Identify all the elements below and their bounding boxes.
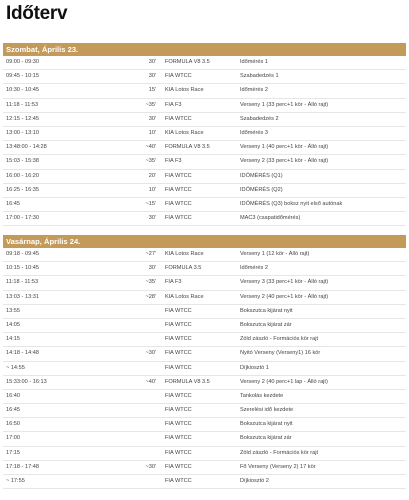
time-cell: 11:18 - 11:53: [6, 101, 39, 108]
duration-cell: 30': [148, 265, 156, 272]
series-cell: FIA F3: [165, 158, 182, 165]
day-section-sunday: [3, 235, 406, 489]
time-cell: 14:18 - 14:48: [6, 350, 39, 357]
time-cell: 11:18 - 11:53: [6, 279, 39, 286]
table-row: [3, 432, 406, 446]
table-row: [3, 248, 406, 262]
series-cell: FIA WTCC: [165, 321, 192, 328]
table-row: [3, 418, 406, 432]
time-cell: 09:00 - 09:30: [6, 59, 39, 65]
time-cell: 10:15 - 10:45: [6, 265, 39, 272]
event-cell: Szerelési idő kezdete: [240, 407, 294, 414]
duration-cell: ~35': [145, 101, 156, 108]
table-row: [3, 184, 406, 198]
table-row: [3, 56, 406, 70]
time-cell: 13:55: [6, 307, 20, 314]
table-row: [3, 390, 406, 404]
series-cell: FIA WTCC: [165, 186, 192, 193]
time-cell: 17:18 - 17:48: [6, 463, 39, 470]
table-row: [3, 347, 406, 361]
time-cell: 14:15: [6, 336, 20, 343]
duration-cell: ~35': [145, 158, 156, 165]
event-cell: Verseny 2 (40 perc+1 kör - Álló rajt): [240, 293, 329, 300]
event-cell: Szabadedzés 2: [240, 115, 279, 122]
day-section-saturday: [3, 43, 406, 226]
time-cell: 12:15 - 12:45: [6, 115, 39, 122]
time-cell: 14:05: [6, 321, 20, 328]
table-row: [3, 305, 406, 319]
event-cell: Verseny 1 (33 perc+1 kör - Álló rajt): [240, 101, 329, 108]
time-cell: 13:03 - 13:31: [6, 293, 39, 300]
table-row: [3, 276, 406, 290]
event-cell: Időmérés 3: [240, 129, 268, 136]
series-cell: FIA WTCC: [165, 200, 192, 207]
series-cell: FORMULA V8 3.5: [165, 378, 210, 385]
event-cell: Fő Verseny (Verseny 2) 17 kör: [240, 463, 316, 470]
series-cell: FIA F3: [165, 279, 182, 286]
series-cell: KIA Lotos Race: [165, 293, 204, 300]
series-cell: FIA WTCC: [165, 421, 192, 428]
series-cell: FIA WTCC: [165, 364, 192, 371]
table-row: [3, 212, 406, 226]
table-row: [3, 170, 406, 184]
time-cell: 17:00 - 17:30: [6, 215, 39, 222]
duration-cell: 10': [148, 186, 156, 193]
series-cell: FIA WTCC: [165, 336, 192, 343]
table-row: [3, 70, 406, 84]
event-cell: Verseny 2 (33 perc+1 kör - Álló rajt): [240, 158, 329, 165]
event-cell: Díjkiosztó 2: [240, 478, 269, 484]
series-cell: FIA F3: [165, 101, 182, 108]
event-cell: IDŐMÉRÉS (Q3) boksz nyit első autónak: [240, 200, 343, 207]
event-cell: Időmérés 2: [240, 87, 268, 94]
duration-cell: 30': [148, 73, 156, 80]
table-row: [3, 84, 406, 98]
table-row: [3, 262, 406, 276]
duration-cell: 20': [148, 172, 156, 179]
time-cell: 16:00 - 16:20: [6, 172, 39, 179]
table-row: [3, 155, 406, 169]
time-cell: 15:03 - 15:38: [6, 158, 39, 165]
series-cell: FORMULA V8 3.5: [165, 59, 210, 65]
table-row: [3, 376, 406, 390]
page-title: Időterv: [6, 3, 68, 24]
duration-cell: 30': [148, 59, 156, 65]
series-cell: FIA WTCC: [165, 172, 192, 179]
event-cell: Időmérés 1: [240, 59, 268, 65]
event-cell: Bokszutca kijárat nyit: [240, 307, 293, 314]
schedule-table: [3, 56, 406, 226]
series-cell: FIA WTCC: [165, 307, 192, 314]
table-row: [3, 475, 406, 489]
event-cell: Verseny 2 (40 perc+1 lap - Álló rajt): [240, 378, 328, 385]
series-cell: KIA Lotos Race: [165, 129, 204, 136]
table-row: [3, 461, 406, 475]
time-cell: 17:15: [6, 449, 20, 456]
duration-cell: ~30': [145, 350, 156, 357]
time-cell: ~ 14:55: [6, 364, 25, 371]
time-cell: 09:18 - 09:45: [6, 251, 39, 257]
series-cell: FIA WTCC: [165, 73, 192, 80]
duration-cell: ~15': [145, 200, 156, 207]
time-cell: 15:33:00 - 16:13: [6, 378, 47, 385]
time-cell: 10:30 - 10:45: [6, 87, 39, 94]
event-cell: Tankolás kezdete: [240, 392, 284, 399]
time-cell: 17:00: [6, 435, 20, 442]
series-cell: FORMULA V8 3.5: [165, 144, 210, 151]
series-cell: FIA WTCC: [165, 115, 192, 122]
time-cell: 16:40: [6, 392, 20, 399]
event-cell: Zöld zászló - Formációs kör rajt: [240, 336, 319, 343]
duration-cell: ~40': [145, 378, 156, 385]
event-cell: Bokszutca kijárat zár: [240, 321, 292, 328]
duration-cell: 10': [148, 129, 156, 136]
time-cell: 13:48:00 - 14:28: [6, 144, 47, 151]
duration-cell: ~35': [145, 279, 156, 286]
series-cell: FIA WTCC: [165, 215, 192, 222]
series-cell: FIA WTCC: [165, 407, 192, 414]
series-cell: FORMULA 3.5: [165, 265, 202, 272]
event-cell: Díjkiosztó 1: [240, 364, 269, 371]
event-cell: Nyitó Verseny (Verseny1) 16 kör: [240, 350, 321, 357]
event-cell: Bokszutca kijárat nyit: [240, 421, 293, 428]
series-cell: FIA WTCC: [165, 449, 192, 456]
event-cell: Verseny 1 (12 kör - Álló rajt): [240, 251, 310, 257]
table-row: [3, 362, 406, 376]
event-cell: Zöld zászló - Formációs kör rajt: [240, 449, 319, 456]
time-cell: 16:45: [6, 200, 20, 207]
time-cell: 16:50: [6, 421, 20, 428]
series-cell: FIA WTCC: [165, 392, 192, 399]
table-row: [3, 404, 406, 418]
series-cell: FIA WTCC: [165, 463, 192, 470]
time-cell: 16:45: [6, 407, 20, 414]
event-cell: MAC3 (csapatidőmérés): [240, 215, 301, 222]
time-cell: 13:00 - 13:10: [6, 129, 39, 136]
series-cell: KIA Lotos Race: [165, 251, 204, 257]
duration-cell: ~40': [145, 144, 156, 151]
series-cell: KIA Lotos Race: [165, 87, 204, 94]
duration-cell: ~27': [145, 251, 156, 257]
event-cell: Verseny 1 (40 perc+1 kör - Álló rajt): [240, 144, 329, 151]
table-row: [3, 198, 406, 212]
table-row: [3, 333, 406, 347]
duration-cell: 30': [148, 215, 156, 222]
time-cell: 16:25 - 16:35: [6, 186, 39, 193]
table-row: [3, 127, 406, 141]
time-cell: 09:45 - 10:15: [6, 73, 39, 80]
table-row: [3, 113, 406, 127]
day-header: Szombat, Április 23.: [3, 43, 406, 56]
duration-cell: 15': [148, 87, 156, 94]
event-cell: Verseny 3 (33 perc+1 kör - Álló rajt): [240, 279, 329, 286]
schedule-table: [3, 248, 406, 489]
table-row: [3, 141, 406, 155]
event-cell: Bokszutca kijárat zár: [240, 435, 292, 442]
event-cell: Szabadedzés 1: [240, 73, 279, 80]
event-cell: IDŐMÉRÉS (Q2): [240, 186, 283, 193]
duration-cell: 30': [148, 115, 156, 122]
table-row: [3, 291, 406, 305]
series-cell: FIA WTCC: [165, 350, 192, 357]
duration-cell: ~28': [145, 293, 156, 300]
table-row: [3, 99, 406, 113]
event-cell: IDŐMÉRÉS (Q1): [240, 172, 283, 179]
day-header: Vasárnap, Április 24.: [3, 235, 406, 248]
event-cell: Időmérés 2: [240, 265, 268, 272]
time-cell: ~ 17:55: [6, 478, 25, 484]
series-cell: FIA WTCC: [165, 478, 192, 484]
duration-cell: ~30': [145, 463, 156, 470]
table-row: [3, 447, 406, 461]
table-row: [3, 319, 406, 333]
series-cell: FIA WTCC: [165, 435, 192, 442]
